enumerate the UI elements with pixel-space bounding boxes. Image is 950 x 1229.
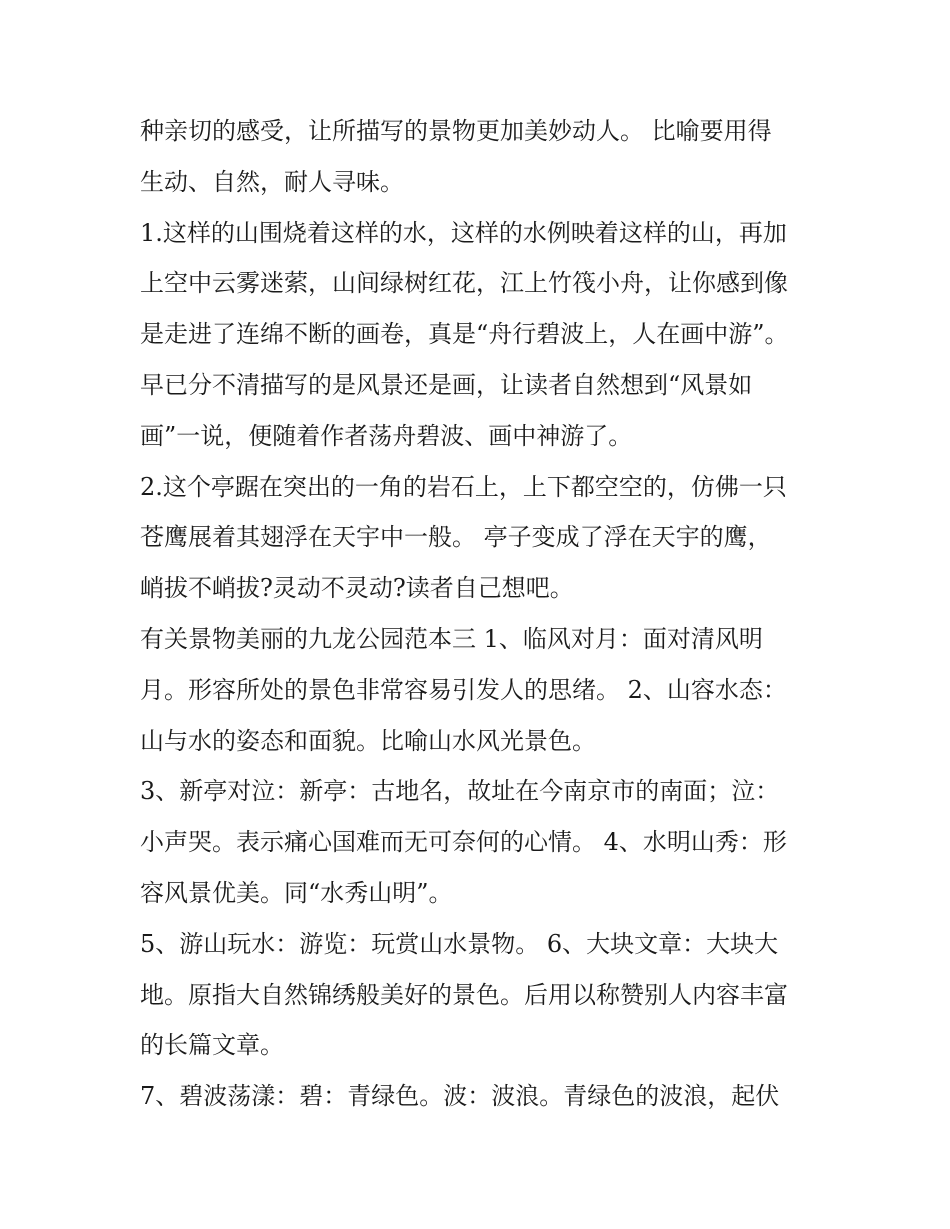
text-line: 峭拔不峭拔?灵动不灵动?读者自己想吧。: [140, 574, 574, 603]
text-line: 的长篇文章。: [140, 1031, 284, 1060]
text-line: 地。原指大自然锦绣般美好的景色。后用以称赞别人内容丰富: [140, 980, 788, 1009]
text-line: 有关景物美丽的九龙公园范本三 1、临风对月：面对清风明: [140, 624, 763, 653]
text-line: 月。形容所处的景色非常容易引发人的思绪。 2、山容水态：: [140, 675, 787, 704]
text-line: 山与水的姿态和面貌。比喻山水风光景色。: [140, 726, 596, 755]
text-line: 早已分不清描写的是风景还是画，让读者自然想到“风景如: [140, 370, 753, 399]
text-line: 容风景优美。同“水秀山明”。: [140, 878, 453, 907]
text-line: 7、碧波荡漾：碧：青绿色。波：波浪。青绿色的波浪，起伏: [140, 1082, 780, 1111]
text-line: 1.这样的山围烧着这样的水，这样的水例映着这样的山，再加: [140, 218, 787, 247]
text-line: 小声哭。表示痛心国难而无可奈何的心情。 4、水明山秀：形: [140, 828, 787, 857]
text-line: 生动、自然，耐人寻味。: [140, 167, 404, 196]
text-line: 是走进了连绵不断的画卷，真是“舟行碧波上，人在画中游”。: [140, 320, 789, 349]
document-body: [140, 106, 820, 1122]
text-line: 5、游山玩水：游览：玩赏山水景物。 6、大块文章：大块大: [140, 929, 779, 958]
text-line: 上空中云雾迷萦，山间绿树红花，江上竹筏小舟，让你感到像: [140, 269, 788, 298]
text-line: 3、新亭对泣：新亭：古地名，故址在今南京市的南面；泣：: [140, 777, 780, 806]
text-line: 苍鹰展着其翅浮在天宇中一般。 亭子变成了浮在天宇的鹰，: [140, 523, 772, 552]
text-line: 种亲切的感受，让所描写的景物更加美妙动人。 比喻要用得: [140, 117, 772, 145]
text-line: 画”一说，便随着作者荡舟碧波、画中神游了。: [140, 421, 633, 450]
text-line: 2.这个亭踞在突出的一角的岩石上，上下都空空的，仿佛一只: [140, 472, 787, 501]
